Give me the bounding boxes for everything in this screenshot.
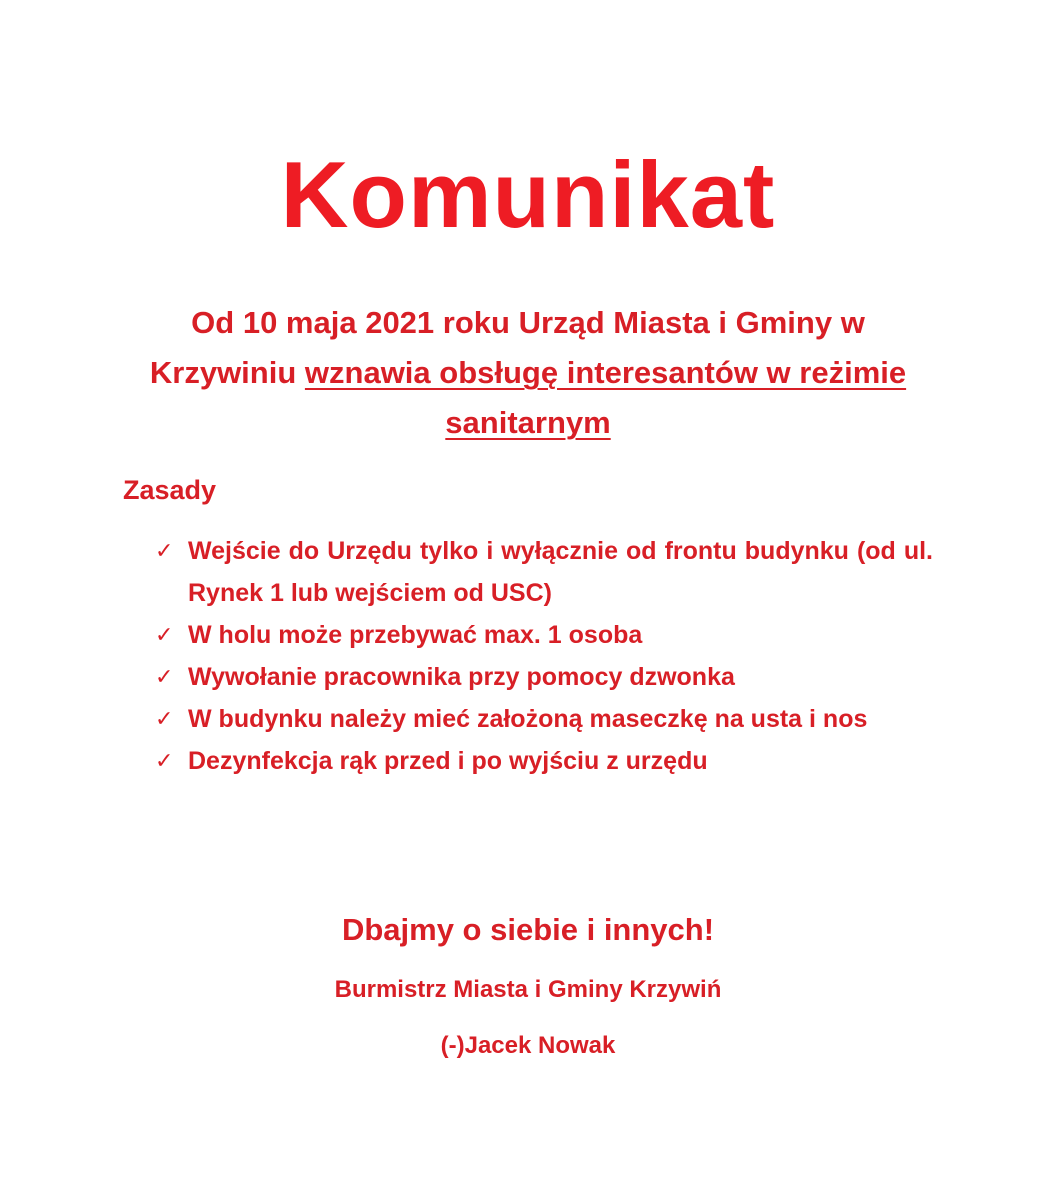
checkmark-icon: ✓ (155, 538, 174, 563)
closing-line: Dbajmy o siebie i innych! (341, 912, 715, 947)
checkmark-icon: ✓ (155, 706, 174, 731)
intro-lead: Od 10 maja 2021 roku Urząd Miasta i Gminy w Krzywiniu (149, 305, 865, 390)
list-item (155, 656, 933, 698)
rule-text: W budynku należy mieć założoną maseczkę na usta i nos (188, 705, 868, 733)
signer-name: (-)Jacek Nowak (440, 1032, 616, 1059)
checkmark-icon: ✓ (155, 664, 174, 689)
rule-text: Dezynfekcja rąk przed i po wyjściu z urzędu (188, 747, 708, 775)
checkmark-icon: ✓ (155, 622, 174, 647)
checkmark-icon: ✓ (155, 748, 174, 773)
list-item (155, 740, 933, 782)
list-item (155, 614, 933, 656)
rule-text: Wywołanie pracownika przy pomocy dzwonka (188, 663, 735, 691)
rule-text: Wejście do Urzędu tylko i wyłącznie od frontu budynku (od ul. Rynek 1 lub wejściem od USC) (188, 537, 933, 607)
list-item (155, 530, 933, 614)
page-title: Komunikat (280, 142, 776, 247)
rule-text: W holu może przebywać max. 1 osoba (188, 621, 643, 649)
signer-title: Burmistrz Miasta i Gminy Krzywiń (334, 976, 722, 1003)
rules-list (155, 530, 933, 782)
list-item (155, 698, 933, 740)
intro-emphasis: wznawia obsługę interesantów w reżimie sanitarnym (304, 355, 907, 440)
rules-heading: Zasady (123, 475, 217, 505)
intro-paragraph (120, 298, 936, 448)
